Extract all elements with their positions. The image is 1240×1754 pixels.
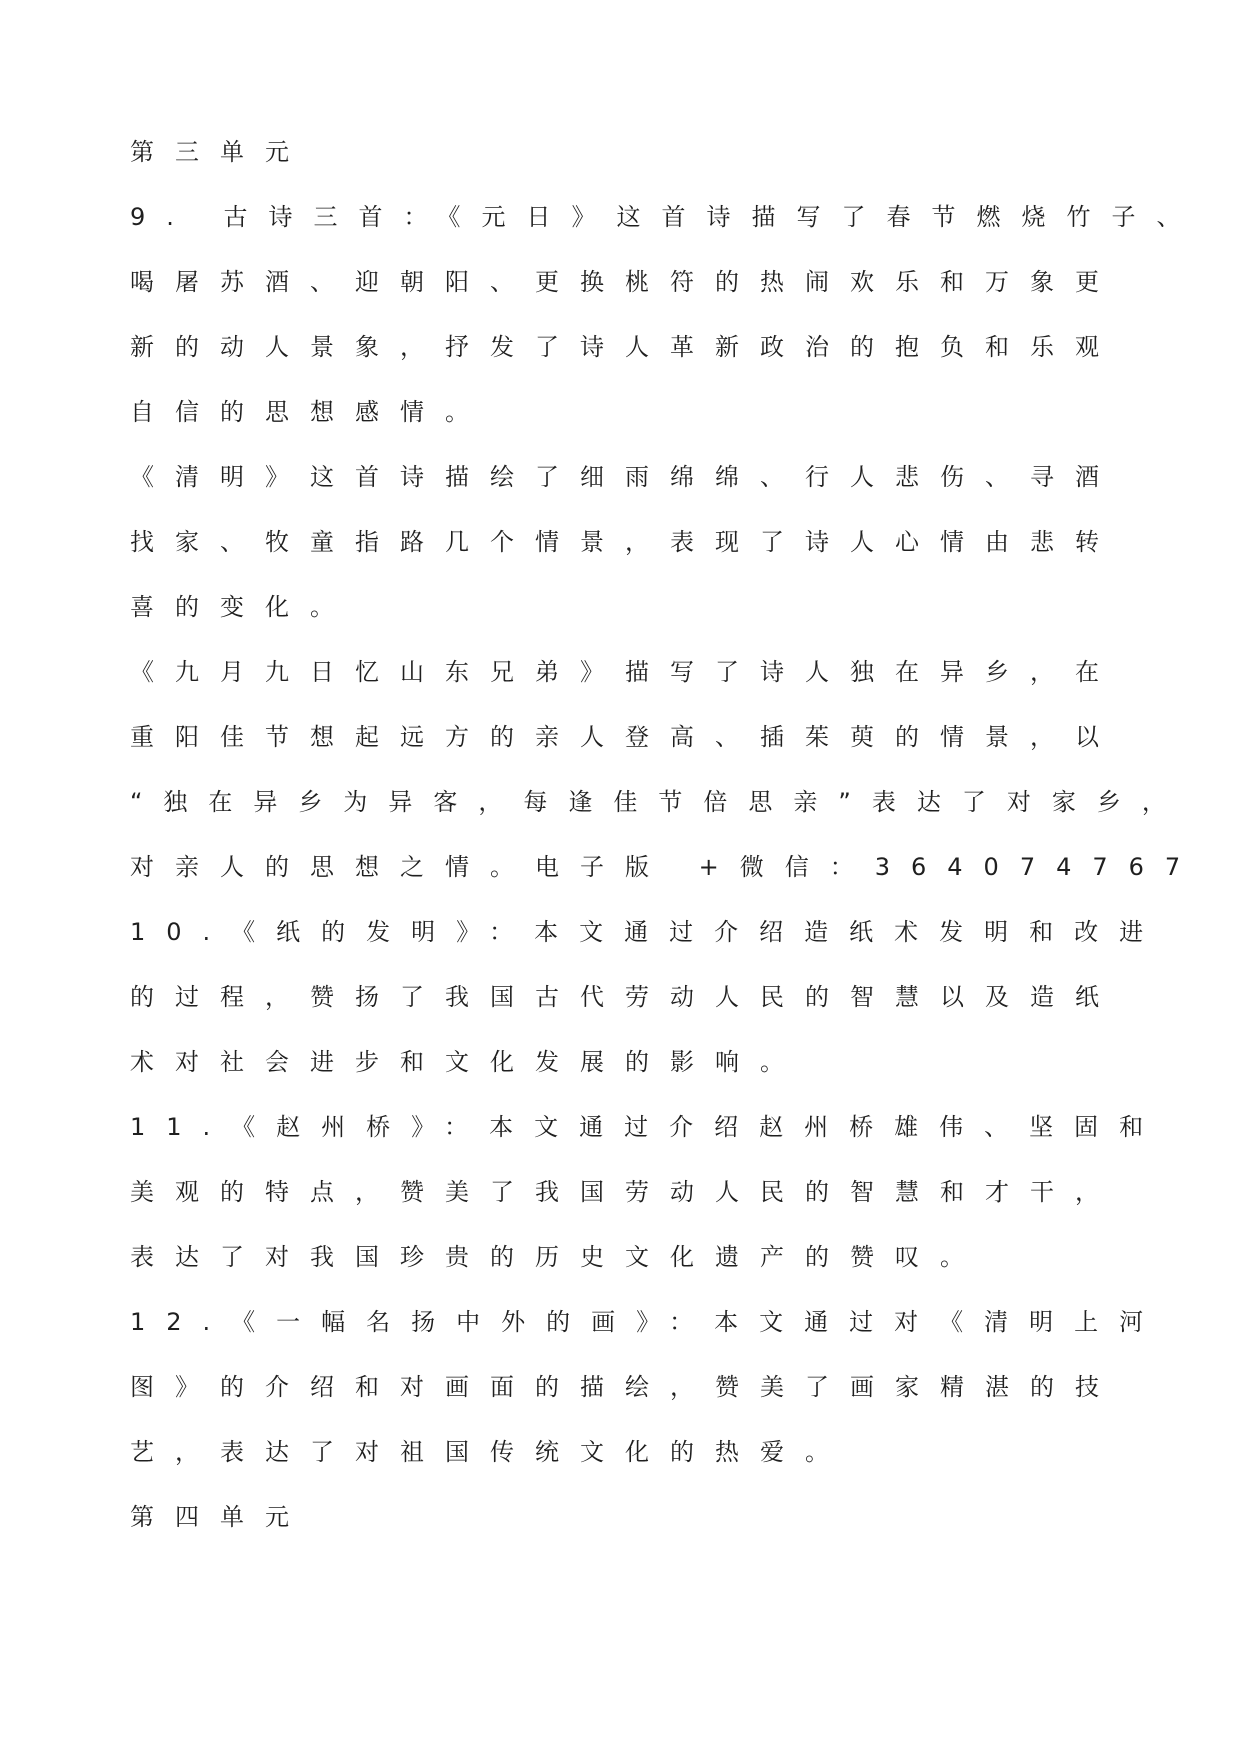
text-line: 重阳佳节想起远方的亲人登高、插茱萸的情景，以 bbox=[130, 723, 1120, 751]
text-line: 11.《赵州桥》：本文通过介绍赵州桥雄伟、坚固和 bbox=[130, 1113, 1165, 1141]
text-line: 美观的特点，赞美了我国劳动人民的智慧和才干， bbox=[130, 1178, 1120, 1206]
text-line: “独在异乡为异客，每逢佳节倍思亲”表达了对家乡， bbox=[130, 788, 1187, 816]
text-line: 的过程，赞扬了我国古代劳动人民的智慧以及造纸 bbox=[130, 983, 1120, 1011]
text-line: 喜的变化。 bbox=[130, 593, 355, 621]
text-line: 找家、牧童指路几个情景，表现了诗人心情由悲转 bbox=[130, 528, 1120, 556]
text-line: 艺，表达了对祖国传统文化的热爱。 bbox=[130, 1438, 850, 1466]
text-line: 表达了对我国珍贵的历史文化遗产的赞叹。 bbox=[130, 1243, 985, 1271]
document-body bbox=[130, 138, 1202, 1570]
text-line: 术对社会进步和文化发展的影响。 bbox=[130, 1048, 805, 1076]
text-line: 12.《一幅名扬中外的画》：本文通过对《清明上河 bbox=[130, 1308, 1165, 1336]
unit-heading: 第三单元 bbox=[130, 138, 310, 166]
text-line: 10.《纸的发明》：本文通过介绍造纸术发明和改进 bbox=[130, 918, 1165, 946]
text-line: 新的动人景象，抒发了诗人革新政治的抱负和乐观 bbox=[130, 333, 1120, 361]
text-line: 自信的思想感情。 bbox=[130, 398, 490, 426]
text-line: 9. 古诗三首：《元日》这首诗描写了春节燃烧竹子、 bbox=[130, 203, 1202, 231]
text-line: 《九月九日忆山东兄弟》描写了诗人独在异乡，在 bbox=[130, 658, 1120, 686]
text-line: 图》的介绍和对画面的描绘，赞美了画家精湛的技 bbox=[130, 1373, 1120, 1401]
text-line: 喝屠苏酒、迎朝阳、更换桃符的热闹欢乐和万象更 bbox=[130, 268, 1120, 296]
text-line: 对亲人的思想之情。电子版 +微信：364074767 bbox=[130, 853, 1202, 881]
text-line: 《清明》这首诗描绘了细雨绵绵、行人悲伤、寻酒 bbox=[130, 463, 1120, 491]
unit-heading: 第四单元 bbox=[130, 1503, 310, 1531]
